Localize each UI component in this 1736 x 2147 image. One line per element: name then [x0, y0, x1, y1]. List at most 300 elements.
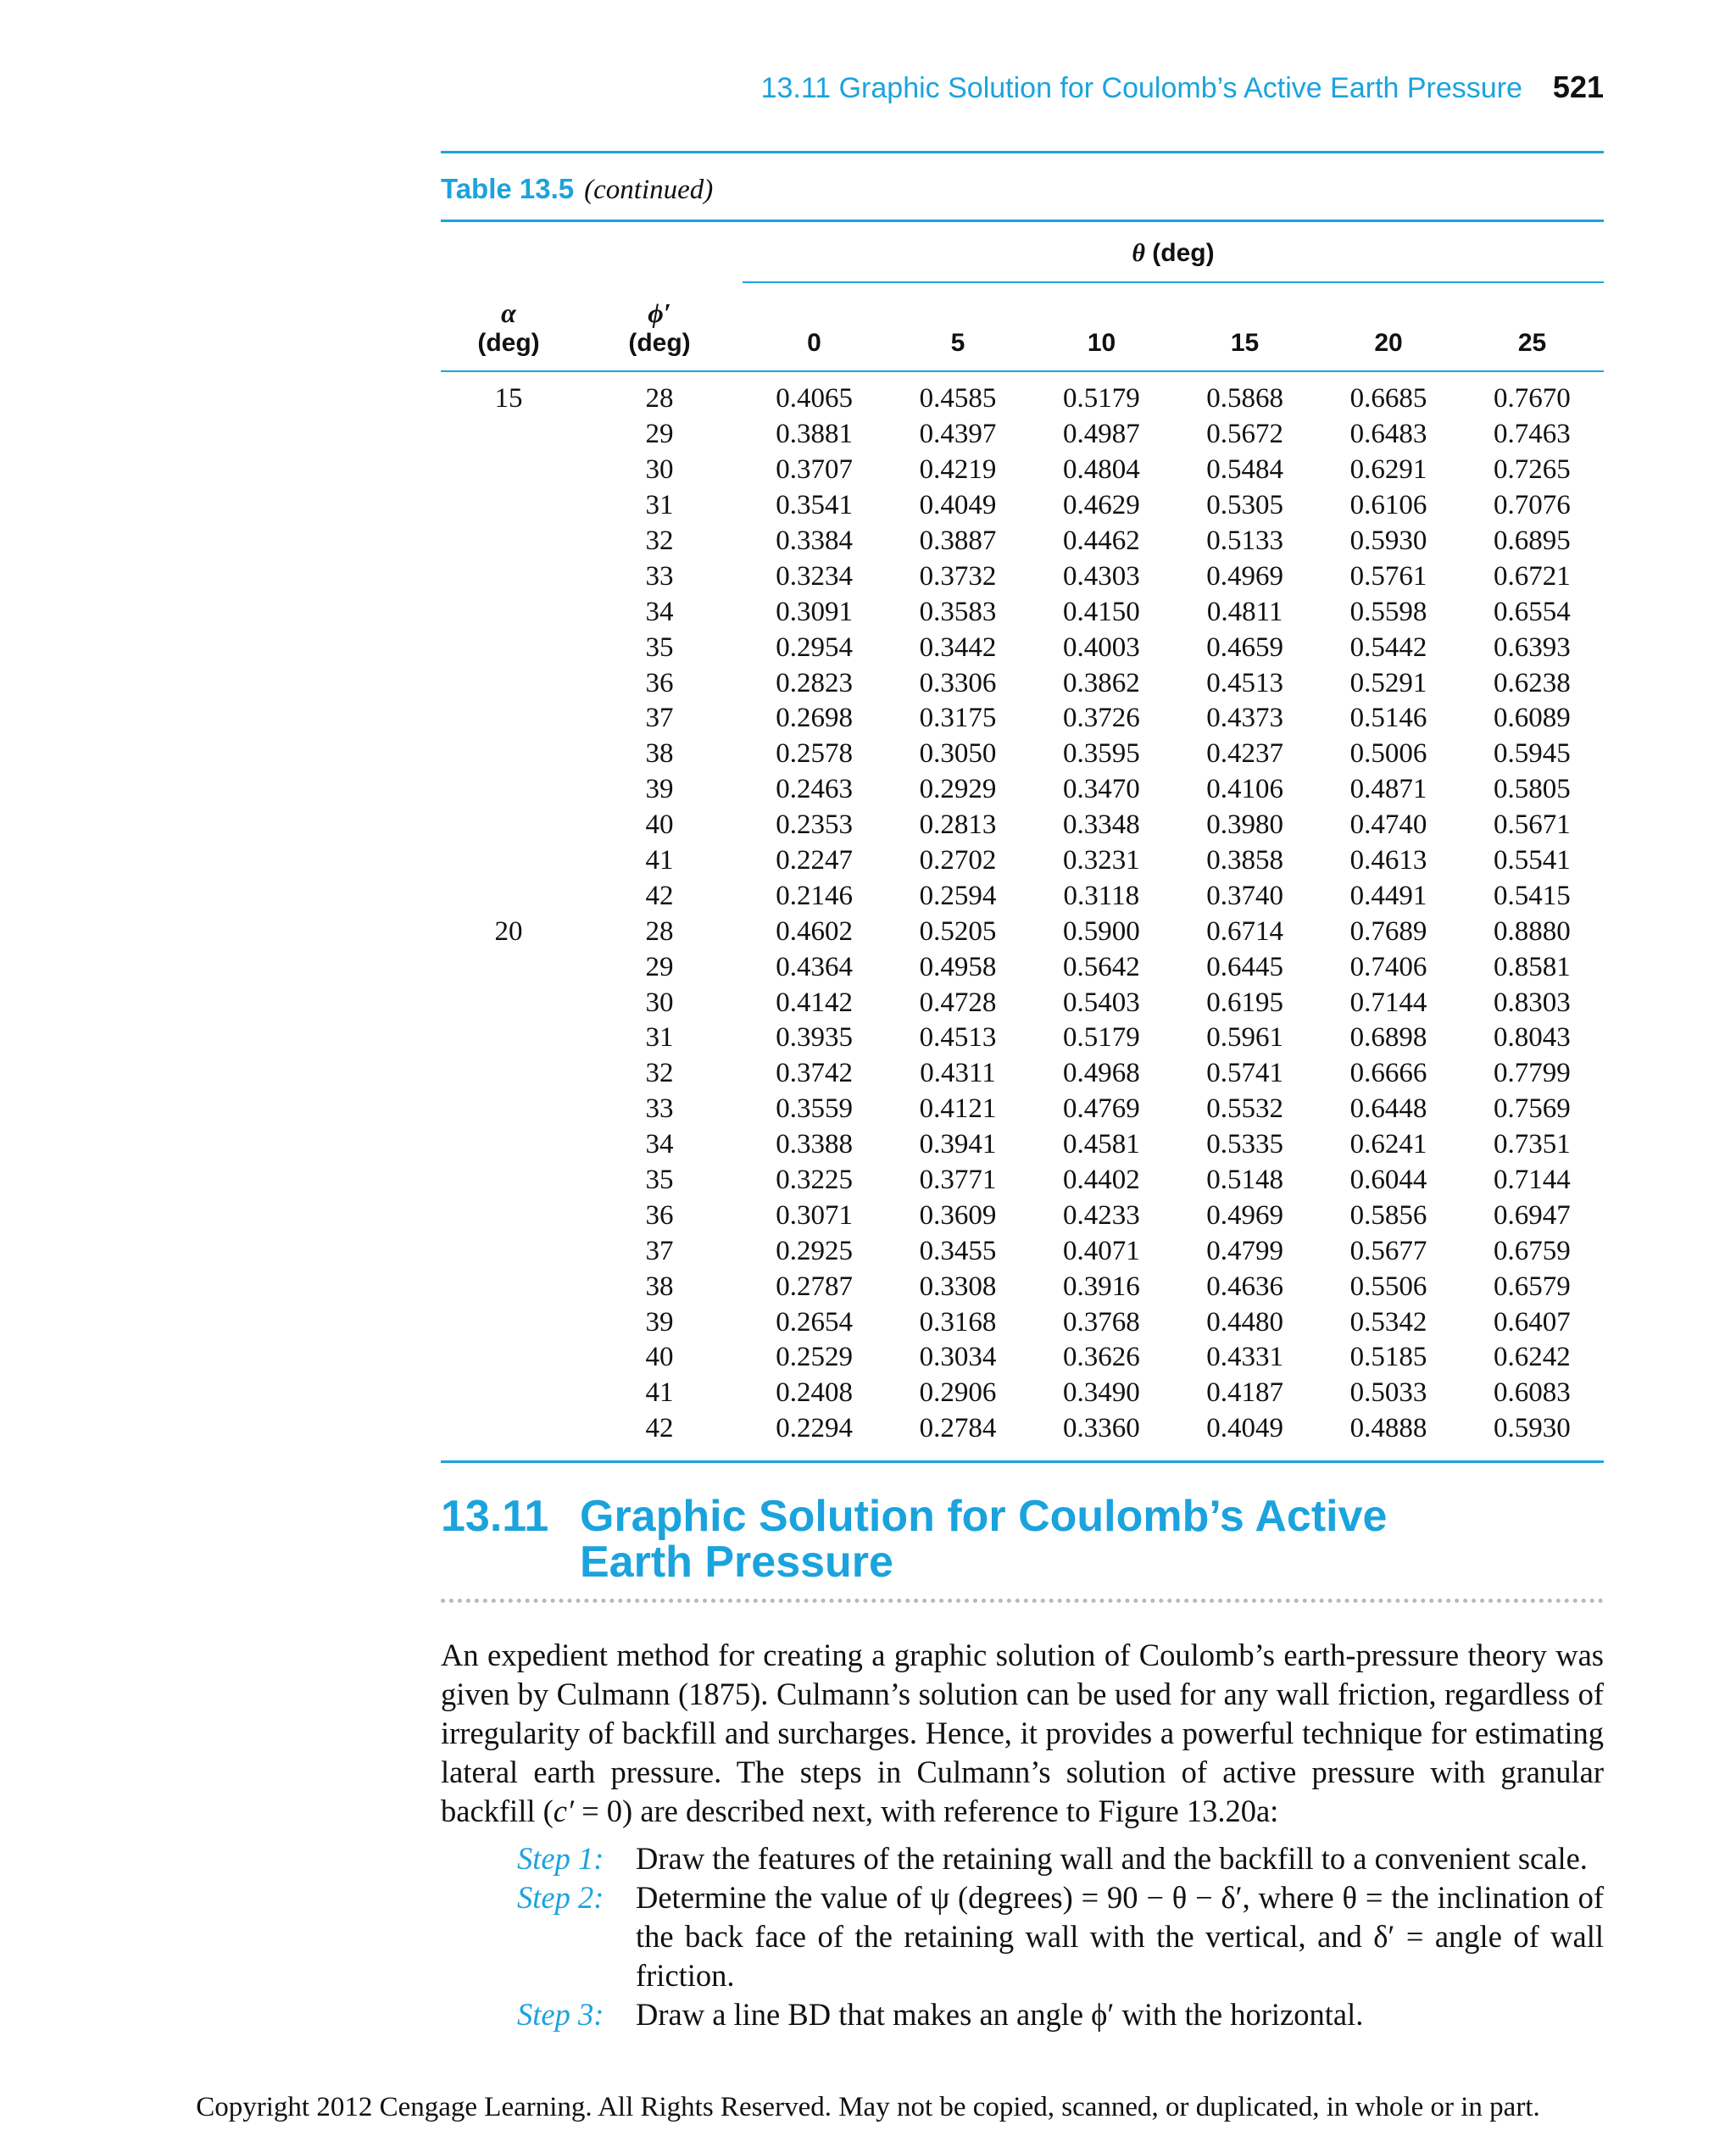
phi-cell: 29 [645, 951, 674, 982]
coefficient-cell: 0.2529 [776, 1342, 854, 1373]
coefficient-cell: 0.6407 [1493, 1306, 1571, 1338]
coefficient-cell: 0.3490 [1062, 1377, 1140, 1409]
section-number: 13.11 [441, 1492, 549, 1541]
table-bottom-rule [441, 1460, 1604, 1463]
alpha-cell [441, 417, 576, 453]
coefficient-cell: 0.4740 [1349, 809, 1427, 841]
coefficient-cell: 0.8043 [1493, 1022, 1571, 1054]
coefficient-cell: 0.5541 [1493, 845, 1571, 876]
coefficient-cell: 0.7463 [1493, 419, 1571, 450]
alpha-cell: 15 [494, 383, 523, 414]
coefficient-cell: 0.5672 [1206, 419, 1284, 450]
coefficient-cell: 0.8303 [1493, 987, 1571, 1018]
phi-cell: 38 [645, 738, 674, 770]
alpha-cell [441, 701, 576, 737]
coefficient-cell: 0.5415 [1493, 880, 1571, 911]
coefficient-cell: 0.5741 [1206, 1058, 1284, 1089]
coefficient-cell: 0.5335 [1206, 1129, 1284, 1160]
alpha-cell: 20 [494, 915, 523, 947]
coefficient-cell: 0.4480 [1206, 1306, 1284, 1338]
coefficient-cell: 0.4237 [1206, 738, 1284, 770]
table-row [441, 701, 1604, 737]
alpha-cell [441, 1127, 576, 1163]
coefficient-cell: 0.2353 [776, 809, 854, 841]
theta-value-header: 10 [1087, 329, 1116, 357]
coefficient-cell: 0.3980 [1206, 809, 1284, 841]
table-row [441, 1233, 1604, 1269]
table-row [441, 417, 1604, 453]
coefficient-cell: 0.3118 [1063, 880, 1140, 911]
paragraph-text: = 0) are described next, with reference to Figure 13.20a: [573, 1794, 1279, 1828]
coefficient-cell: 0.7351 [1493, 1129, 1571, 1160]
coefficient-cell: 0.5148 [1206, 1165, 1284, 1196]
coefficient-cell: 0.3858 [1206, 845, 1284, 876]
coefficient-cell: 0.5146 [1349, 703, 1427, 734]
coefficient-cell: 0.5805 [1493, 774, 1571, 805]
coefficient-cell: 0.2578 [776, 738, 854, 770]
phi-cell: 38 [645, 1271, 674, 1302]
alpha-cell [441, 1376, 576, 1411]
coefficient-cell: 0.4728 [919, 987, 997, 1018]
coefficient-cell: 0.5179 [1062, 383, 1140, 414]
coefficient-cell: 0.5291 [1349, 667, 1427, 698]
coefficient-cell: 0.5900 [1062, 915, 1140, 947]
coefficient-cell: 0.5961 [1206, 1022, 1284, 1054]
step-item [517, 1995, 1604, 2034]
coefficient-cell: 0.7670 [1493, 383, 1571, 414]
coefficient-cell: 0.4513 [919, 1022, 997, 1054]
coefficient-cell: 0.4811 [1206, 596, 1283, 627]
coefficient-cell: 0.6089 [1493, 703, 1571, 734]
table-row [441, 1376, 1604, 1411]
alpha-cell [441, 594, 576, 630]
coefficient-cell: 0.6291 [1349, 454, 1427, 486]
table-row [441, 1304, 1604, 1340]
coefficient-cell: 0.4049 [919, 490, 997, 521]
coefficient-cell: 0.2294 [776, 1413, 854, 1444]
c-prime: c′ [553, 1794, 574, 1828]
coefficient-cell: 0.4871 [1349, 774, 1427, 805]
coefficient-cell: 0.3360 [1062, 1413, 1140, 1444]
phi-cell: 30 [645, 454, 674, 486]
coefficient-cell: 0.5671 [1493, 809, 1571, 841]
phi-cell: 39 [645, 774, 674, 805]
phi-cell: 37 [645, 1235, 674, 1266]
alpha-cell [441, 1304, 576, 1340]
coefficient-cell: 0.3626 [1062, 1342, 1140, 1373]
theta-header [743, 239, 1604, 268]
coefficient-cell: 0.4187 [1206, 1377, 1284, 1409]
coefficient-cell: 0.6721 [1493, 560, 1571, 592]
theta-value-header: 20 [1374, 329, 1403, 357]
coefficient-cell: 0.2929 [919, 774, 997, 805]
coefficient-cell: 0.4888 [1349, 1413, 1427, 1444]
coefficient-cell: 0.4513 [1206, 667, 1284, 698]
coefficient-cell: 0.3225 [776, 1165, 854, 1196]
phi-cell: 32 [645, 1058, 674, 1089]
table-label: Table 13.5 [441, 173, 575, 204]
step-text: Draw the features of the retaining wall and the backfill to a convenient scale. [636, 1841, 1588, 1876]
table-row [441, 524, 1604, 559]
alpha-cell [441, 453, 576, 488]
table-row [441, 1021, 1604, 1056]
table-caption [441, 173, 713, 206]
coefficient-cell: 0.6195 [1206, 987, 1284, 1018]
coefficient-cell: 0.5205 [919, 915, 997, 947]
alpha-cell [441, 1056, 576, 1092]
coefficient-cell: 0.2146 [776, 880, 854, 911]
coefficient-cell: 0.3742 [776, 1058, 854, 1089]
table-row [441, 737, 1604, 772]
coefficient-cell: 0.5305 [1206, 490, 1284, 521]
coefficient-cell: 0.3768 [1062, 1306, 1140, 1338]
coefficient-cell: 0.3442 [919, 631, 997, 663]
coefficient-cell: 0.4969 [1206, 560, 1284, 592]
table-row [441, 1269, 1604, 1304]
running-head [0, 70, 1604, 105]
phi-cell: 36 [645, 1199, 674, 1231]
phi-column-header [576, 297, 743, 358]
coefficient-cell: 0.4969 [1206, 1199, 1284, 1231]
coefficient-cell: 0.4613 [1349, 845, 1427, 876]
coefficient-cell: 0.6044 [1349, 1165, 1427, 1196]
coefficient-cell: 0.5598 [1349, 596, 1427, 627]
table-row [441, 559, 1604, 594]
coefficient-cell: 0.5532 [1206, 1093, 1284, 1125]
phi-cell: 42 [645, 880, 674, 911]
coefficient-cell: 0.6242 [1493, 1342, 1571, 1373]
phi-cell: 40 [645, 809, 674, 841]
coefficient-cell: 0.2463 [776, 774, 854, 805]
coefficient-cell: 0.3559 [776, 1093, 854, 1125]
phi-cell: 41 [645, 845, 674, 876]
theta-value-header: 0 [807, 329, 821, 357]
coefficient-cell: 0.4602 [776, 915, 854, 947]
phi-cell: 40 [645, 1342, 674, 1373]
coefficient-cell: 0.4142 [776, 987, 854, 1018]
phi-cell: 34 [645, 596, 674, 627]
coefficient-cell: 0.5930 [1349, 526, 1427, 556]
coefficient-cell: 0.3175 [919, 703, 997, 734]
alpha-unit: (deg) [477, 329, 540, 357]
step-text: Determine the value of ψ (degrees) = 90 − θ − δ′, where θ = the inclination of the back face of the retaining wall with the vertical, and δ′ = angle of wall friction. [636, 1880, 1604, 1993]
section-title [580, 1493, 1427, 1585]
coefficient-cell: 0.3306 [919, 667, 997, 698]
coefficient-cell: 0.6898 [1349, 1022, 1427, 1054]
coefficient-cell: 0.5133 [1206, 526, 1284, 556]
coefficient-cell: 0.6554 [1493, 596, 1571, 627]
table-row [441, 985, 1604, 1021]
coefficient-cell: 0.2594 [919, 880, 997, 911]
coefficient-cell: 0.7144 [1349, 987, 1427, 1018]
coefficient-cell: 0.3935 [776, 1022, 854, 1054]
coefficient-cell: 0.3308 [919, 1271, 997, 1302]
coefficient-cell: 0.7689 [1349, 915, 1427, 947]
theta-symbol: θ [1132, 239, 1145, 267]
step-item [517, 1839, 1604, 1878]
coefficient-cell: 0.6448 [1349, 1093, 1427, 1125]
coefficient-cell: 0.5179 [1062, 1022, 1140, 1054]
coefficient-cell: 0.7265 [1493, 454, 1571, 486]
table-row [441, 665, 1604, 701]
coefficient-cell: 0.3771 [919, 1165, 997, 1196]
phi-cell: 32 [645, 526, 674, 556]
coefficient-cell: 0.3916 [1062, 1271, 1140, 1302]
theta-value-header: 25 [1517, 329, 1547, 357]
phi-cell: 39 [645, 1306, 674, 1338]
phi-cell: 41 [645, 1377, 674, 1409]
coefficient-cell: 0.6241 [1349, 1129, 1427, 1160]
coefficient-cell: 0.5677 [1349, 1235, 1427, 1266]
alpha-cell [441, 985, 576, 1021]
coefficient-cell: 0.4987 [1062, 419, 1140, 450]
coefficient-cell: 0.5945 [1493, 738, 1571, 770]
alpha-cell [441, 843, 576, 879]
table-row [441, 488, 1604, 524]
table-row [441, 1056, 1604, 1092]
page-number: 521 [1552, 70, 1604, 104]
coefficient-cell: 0.6947 [1493, 1199, 1571, 1231]
coefficient-cell: 0.6393 [1493, 631, 1571, 663]
step-label: Step 3: [517, 1997, 604, 2032]
alpha-cell [441, 665, 576, 701]
alpha-cell [441, 772, 576, 808]
coefficient-cell: 0.3541 [776, 490, 854, 521]
coefficient-cell: 0.4968 [1062, 1058, 1140, 1089]
coefficient-cell: 0.2787 [776, 1271, 854, 1302]
coefficient-cell: 0.4585 [919, 383, 997, 414]
coefficient-cell: 0.5642 [1062, 951, 1140, 982]
coefficient-cell: 0.6083 [1493, 1377, 1571, 1409]
table-row [441, 1092, 1604, 1127]
top-rule [441, 151, 1604, 153]
theta-value-header: 15 [1230, 329, 1260, 357]
alpha-cell [441, 878, 576, 914]
coefficient-cell: 0.4397 [919, 419, 997, 450]
alpha-cell [441, 949, 576, 985]
coefficient-cell: 0.3348 [1062, 809, 1140, 841]
coefficient-cell: 0.5033 [1349, 1377, 1427, 1409]
coefficient-cell: 0.2702 [919, 845, 997, 876]
coefficient-cell: 0.4629 [1062, 490, 1140, 521]
alpha-symbol: α [501, 298, 516, 328]
coefficient-cell: 0.4121 [919, 1093, 997, 1125]
body-paragraph [441, 1636, 1604, 1831]
alpha-cell [441, 1411, 576, 1447]
phi-cell: 29 [645, 419, 674, 450]
coefficient-cell: 0.7144 [1493, 1165, 1571, 1196]
phi-cell: 37 [645, 703, 674, 734]
coefficient-cell: 0.6759 [1493, 1235, 1571, 1266]
coefficient-cell: 0.4311 [920, 1058, 996, 1089]
coefficient-cell: 0.2408 [776, 1377, 854, 1409]
coefficient-cell: 0.5856 [1349, 1199, 1427, 1231]
coefficient-cell: 0.4636 [1206, 1271, 1284, 1302]
dotted-divider [441, 1599, 1604, 1603]
phi-cell: 33 [645, 560, 674, 592]
phi-unit: (deg) [628, 329, 691, 357]
coefficient-cell: 0.4373 [1206, 703, 1284, 734]
coefficient-cell: 0.5506 [1349, 1271, 1427, 1302]
coefficient-cell: 0.7569 [1493, 1093, 1571, 1125]
coefficient-cell: 0.6714 [1206, 915, 1284, 947]
coefficient-cell: 0.3881 [776, 419, 854, 450]
table-body [441, 381, 1604, 1447]
coefficient-cell: 0.4581 [1062, 1129, 1140, 1160]
phi-cell: 30 [645, 987, 674, 1018]
coefficient-cell: 0.3941 [919, 1129, 997, 1160]
table-row [441, 1340, 1604, 1376]
coefficient-cell: 0.6483 [1349, 419, 1427, 450]
coefficient-cell: 0.4659 [1206, 631, 1284, 663]
alpha-cell [441, 1233, 576, 1269]
alpha-cell [441, 559, 576, 594]
coefficient-cell: 0.5930 [1493, 1413, 1571, 1444]
coefficient-cell: 0.5342 [1349, 1306, 1427, 1338]
coefficient-cell: 0.4804 [1062, 454, 1140, 486]
coefficient-cell: 0.4331 [1206, 1342, 1284, 1373]
alpha-cell [441, 808, 576, 843]
coefficient-cell: 0.2954 [776, 631, 854, 663]
coefficient-cell: 0.4799 [1206, 1235, 1284, 1266]
table-row [441, 878, 1604, 914]
coefficient-cell: 0.4491 [1349, 880, 1427, 911]
table-row [441, 914, 1604, 949]
coefficient-cell: 0.3887 [919, 526, 997, 556]
coefficient-cell: 0.4106 [1206, 774, 1284, 805]
table-top-rule [441, 220, 1604, 222]
coefficient-cell: 0.2698 [776, 703, 854, 734]
coefficient-cell: 0.4364 [776, 951, 854, 982]
coefficient-cell: 0.4769 [1062, 1093, 1140, 1125]
coefficient-cell: 0.6445 [1206, 951, 1284, 982]
coefficient-cell: 0.2784 [919, 1413, 997, 1444]
coefficient-cell: 0.3034 [919, 1342, 997, 1373]
phi-cell: 33 [645, 1093, 674, 1125]
steps-list [517, 1839, 1604, 2034]
coefficient-cell: 0.5006 [1349, 738, 1427, 770]
coefficient-cell: 0.3609 [919, 1199, 997, 1231]
coefficient-cell: 0.3071 [776, 1199, 854, 1231]
coefficient-cell: 0.2925 [776, 1235, 854, 1266]
table-row [441, 594, 1604, 630]
coefficient-cell: 0.4071 [1062, 1235, 1140, 1266]
table-row [441, 843, 1604, 879]
coefficient-cell: 0.3862 [1062, 667, 1140, 698]
table-row [441, 1127, 1604, 1163]
coefficient-cell: 0.2813 [919, 809, 997, 841]
coefficient-cell: 0.3726 [1062, 703, 1140, 734]
phi-cell: 35 [645, 1165, 674, 1196]
coefficient-cell: 0.7406 [1349, 951, 1427, 982]
coefficient-cell: 0.3740 [1206, 880, 1284, 911]
coefficient-cell: 0.7799 [1493, 1058, 1571, 1089]
coefficient-cell: 0.4233 [1062, 1199, 1140, 1231]
coefficient-cell: 0.5484 [1206, 454, 1284, 486]
theta-unit: (deg) [1152, 239, 1215, 267]
alpha-cell [441, 630, 576, 665]
coefficient-cell: 0.4303 [1062, 560, 1140, 592]
coefficient-cell: 0.4065 [776, 383, 854, 414]
coefficient-cell: 0.4150 [1062, 596, 1140, 627]
alpha-cell [441, 1092, 576, 1127]
coefficient-table [441, 381, 1604, 1447]
coefficient-cell: 0.5442 [1349, 631, 1427, 663]
table-row [441, 772, 1604, 808]
coefficient-cell: 0.3455 [919, 1235, 997, 1266]
coefficient-cell: 0.8880 [1493, 915, 1571, 947]
alpha-cell [441, 1340, 576, 1376]
coefficient-cell: 0.3231 [1062, 845, 1140, 876]
copyright-notice: Copyright 2012 Cengage Learning. All Rights Reserved. May not be copied, scanned, or duplicated, in whole or in part. [196, 2092, 1540, 2122]
coefficient-cell: 0.3470 [1062, 774, 1140, 805]
step-text: Draw a line BD that makes an angle ϕ′ with the horizontal. [636, 1997, 1364, 2032]
coefficient-cell: 0.4958 [919, 951, 997, 982]
coefficient-cell: 0.2247 [776, 845, 854, 876]
table-row [441, 949, 1604, 985]
alpha-cell [441, 1163, 576, 1199]
table-row [441, 1411, 1604, 1447]
table-row [441, 808, 1604, 843]
table-continued: (continued) [584, 175, 714, 205]
coefficient-cell: 0.3707 [776, 454, 854, 486]
phi-cell: 36 [645, 667, 674, 698]
table-row [441, 381, 1604, 417]
table-row [441, 630, 1604, 665]
coefficient-cell: 0.5868 [1206, 383, 1284, 414]
coefficient-cell: 0.3388 [776, 1129, 854, 1160]
coefficient-cell: 0.2654 [776, 1306, 854, 1338]
phi-cell: 31 [645, 490, 674, 521]
coefficient-cell: 0.4003 [1062, 631, 1140, 663]
phi-cell: 31 [645, 1022, 674, 1054]
step-item [517, 1878, 1604, 1995]
coefficient-cell: 0.3732 [919, 560, 997, 592]
coefficient-cell: 0.3583 [919, 596, 997, 627]
coefficient-cell: 0.6895 [1493, 526, 1571, 556]
phi-symbol: ϕ′ [648, 298, 671, 328]
coefficient-cell: 0.3168 [919, 1306, 997, 1338]
coefficient-cell: 0.5185 [1349, 1342, 1427, 1373]
coefficient-cell: 0.8581 [1493, 951, 1571, 982]
alpha-cell [441, 737, 576, 772]
alpha-cell [441, 1269, 576, 1304]
paragraph-text: An expedient method for creating a graphic solution of Coulomb’s earth-pressure theory was given by Culmann (1875). Culmann’s solution can be used for any wall friction, regardless of irregularity of backfill and surcharges. Hence, it provides a powerful technique for estimating lateral earth pressure. The steps in Culmann’s solution of active pressure with granular backfill ( [441, 1638, 1604, 1828]
header-bottom-rule [441, 370, 1604, 372]
phi-cell: 34 [645, 1129, 674, 1160]
coefficient-cell: 0.2906 [919, 1377, 997, 1409]
running-title: 13.11 Graphic Solution for Coulomb’s Active Earth Pressure [760, 72, 1522, 104]
coefficient-cell: 0.5403 [1062, 987, 1140, 1018]
coefficient-cell: 0.6685 [1349, 383, 1427, 414]
coefficient-cell: 0.4049 [1206, 1413, 1284, 1444]
step-label: Step 1: [517, 1841, 604, 1876]
coefficient-cell: 0.6238 [1493, 667, 1571, 698]
alpha-cell [441, 1021, 576, 1056]
coefficient-cell: 0.6579 [1493, 1271, 1571, 1302]
coefficient-cell: 0.3091 [776, 596, 854, 627]
phi-cell: 28 [645, 915, 674, 947]
theta-value-header: 5 [950, 329, 965, 357]
coefficient-cell: 0.6106 [1349, 490, 1427, 521]
coefficient-cell: 0.3384 [776, 526, 854, 556]
theta-rule [743, 281, 1604, 283]
alpha-cell [441, 488, 576, 524]
section-title-line1: Graphic Solution for Coulomb’s Active [580, 1492, 1388, 1541]
phi-cell: 35 [645, 631, 674, 663]
table-row [441, 1163, 1604, 1199]
table-row [441, 1198, 1604, 1233]
